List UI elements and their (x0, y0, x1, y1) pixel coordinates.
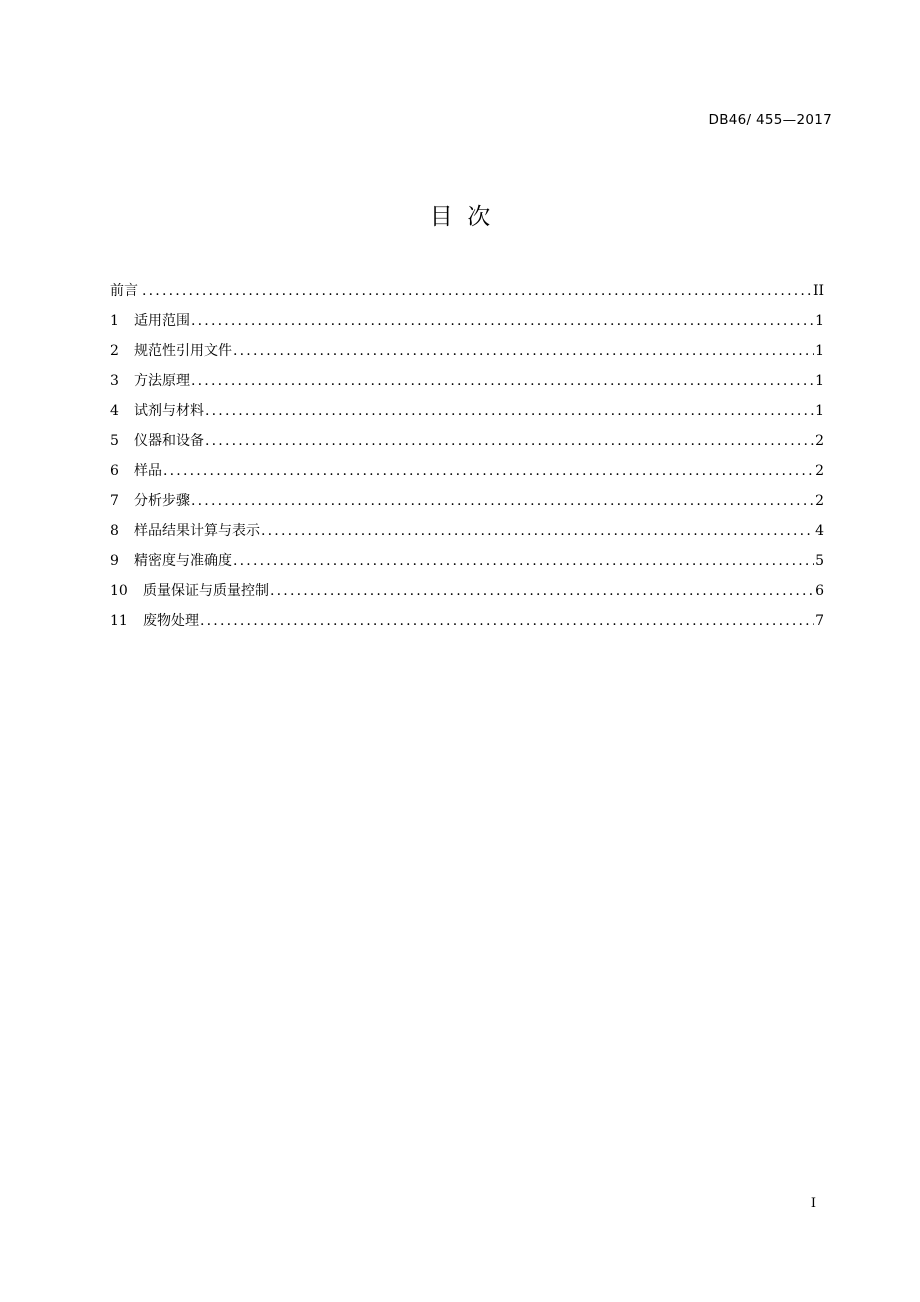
toc-entry-2[interactable] (110, 336, 824, 366)
toc-entry-4[interactable] (110, 396, 824, 426)
toc-entry-number: 6 (110, 463, 119, 479)
toc-entry-label: 适用范围 (134, 313, 190, 329)
document-code: DB46/ 455—2017 (708, 112, 832, 128)
toc-entry-number: 2 (110, 343, 119, 359)
toc-leader-dots (191, 306, 814, 336)
toc-entry-3[interactable] (110, 366, 824, 396)
toc-leader-dots (205, 426, 814, 456)
toc-leader-dots (205, 396, 814, 426)
toc-entry-label: 样品 (134, 463, 162, 479)
toc-entry-page: 6 (815, 583, 824, 599)
toc-leader-dots (191, 366, 814, 396)
toc-entry-5[interactable] (110, 426, 824, 456)
toc-entry-number: 5 (110, 433, 119, 449)
toc-entry-number: 4 (110, 403, 119, 419)
toc-entry-11[interactable] (110, 606, 824, 636)
toc-entry-label: 仪器和设备 (134, 433, 204, 449)
toc-entry-number: 1 (110, 313, 119, 329)
toc-entry-number: 11 (110, 613, 128, 629)
toc-entry-page: 7 (815, 613, 824, 629)
toc-entry-page: 1 (815, 343, 824, 359)
toc-entry-label: 规范性引用文件 (134, 343, 232, 359)
toc-entry-foreword[interactable] (110, 276, 824, 306)
toc-entry-label: 试剂与材料 (134, 403, 204, 419)
toc-entry-label: 质量保证与质量控制 (143, 583, 269, 599)
toc-entry-9[interactable] (110, 546, 824, 576)
toc-entry-1[interactable] (110, 306, 824, 336)
toc-entry-number: 7 (110, 493, 119, 509)
toc-entry-page: 2 (815, 433, 824, 449)
toc-list (110, 276, 824, 636)
toc-entry-7[interactable] (110, 486, 824, 516)
toc-entry-label: 分析步骤 (134, 493, 190, 509)
toc-entry-label: 废物处理 (143, 613, 199, 629)
toc-entry-page: 4 (815, 523, 824, 539)
toc-leader-dots (142, 276, 812, 306)
toc-entry-number: 9 (110, 553, 119, 569)
toc-entry-8[interactable] (110, 516, 824, 546)
toc-leader-dots (200, 606, 814, 636)
toc-leader-dots (261, 516, 814, 546)
toc-entry-page: 1 (815, 313, 824, 329)
toc-entry-label: 方法原理 (134, 373, 190, 389)
toc-entry-label: 前言 (110, 283, 138, 299)
toc-entry-page: II (812, 283, 824, 299)
toc-leader-dots (233, 546, 814, 576)
toc-entry-number: 3 (110, 373, 119, 389)
toc-entry-page: 2 (815, 493, 824, 509)
toc-entry-page: 1 (815, 373, 824, 389)
toc-leader-dots (163, 456, 814, 486)
toc-entry-label: 精密度与准确度 (134, 553, 232, 569)
toc-leader-dots (191, 486, 814, 516)
page-number: I (810, 1196, 816, 1211)
toc-entry-number: 8 (110, 523, 119, 539)
toc-entry-label: 样品结果计算与表示 (134, 523, 260, 539)
toc-leader-dots (270, 576, 814, 606)
toc-entry-page: 1 (815, 403, 824, 419)
toc-leader-dots (233, 336, 814, 366)
toc-entry-6[interactable] (110, 456, 824, 486)
toc-entry-number: 10 (110, 583, 128, 599)
toc-title: 目 次 (429, 204, 491, 230)
toc-entry-10[interactable] (110, 576, 824, 606)
toc-entry-page: 2 (815, 463, 824, 479)
toc-entry-page: 5 (815, 553, 824, 569)
